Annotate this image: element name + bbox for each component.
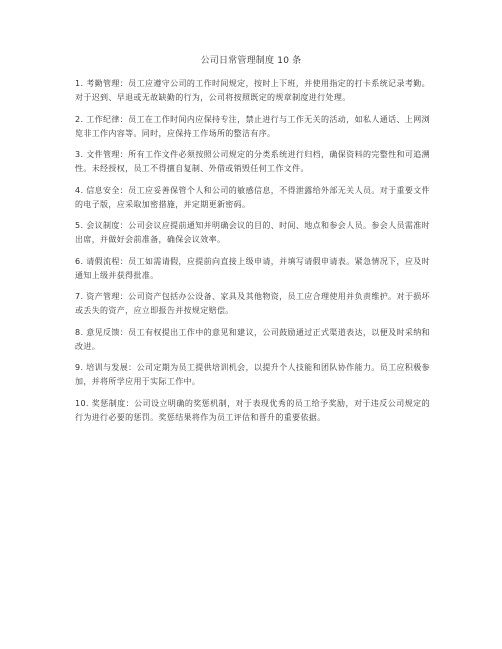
document-title: 公司日常管理制度 10 条 xyxy=(200,56,302,66)
rule-item-2: 2. 工作纪律：员工在工作时间内应保持专注，禁止进行与工作无关的活动，如私人通话、上网浏览非工作内容等。同时，应保持工作场所的整洁有序。 xyxy=(75,114,430,138)
rule-item-1: 1. 考勤管理：员工应遵守公司的工作时间规定，按时上下班，并使用指定的打卡系统记录考勤。对于迟到、早退或无故缺勤的行为，公司将按照既定的规章制度进行处理。 xyxy=(75,79,430,102)
rule-item-3: 3. 文件管理：所有工作文件必须按照公司规定的分类系统进行归档，确保资料的完整性和可追溯性。未经授权，员工不得擅自复制、外借或销毁任何工作文件。 xyxy=(75,150,430,173)
rule-item-4: 4. 信息安全：员工应妥善保管个人和公司的敏感信息，不得泄露给外部无关人员。对于重要文件的电子版，应采取加密措施，并定期更新密码。 xyxy=(75,185,430,209)
rule-item-9: 9. 培训与发展：公司定期为员工提供培训机会，以提升个人技能和团队协作能力。员工应积极参加，并将所学应用于实际工作中。 xyxy=(75,363,430,386)
rule-item-5: 5. 会议制度：公司会议应提前通知并明确会议的目的、时间、地点和参会人员。参会人员需准时出席，并做好会前准备，确保会议效率。 xyxy=(75,221,430,244)
rule-item-8: 8. 意见反馈：员工有权提出工作中的意见和建议，公司鼓励通过正式渠道表达，以便及时采纳和改进。 xyxy=(75,327,430,351)
document-body xyxy=(75,77,430,432)
rule-item-7: 7. 资产管理：公司资产包括办公设备、家具及其他物资，员工应合理使用并负责维护。对于损坏或丢失的资产，应立即报告并按规定赔偿。 xyxy=(75,292,430,315)
rule-item-10: 10. 奖惩制度：公司设立明确的奖惩机制，对于表现优秀的员工给予奖励，对于违反公司规定的行为进行必要的惩罚。奖惩结果将作为员工评估和晋升的重要依据。 xyxy=(75,398,430,422)
rule-item-6: 6. 请假流程：员工如需请假，应提前向直接上级申请，并填写请假申请表。紧急情况下，应及时通知上级并获得批准。 xyxy=(75,256,430,280)
